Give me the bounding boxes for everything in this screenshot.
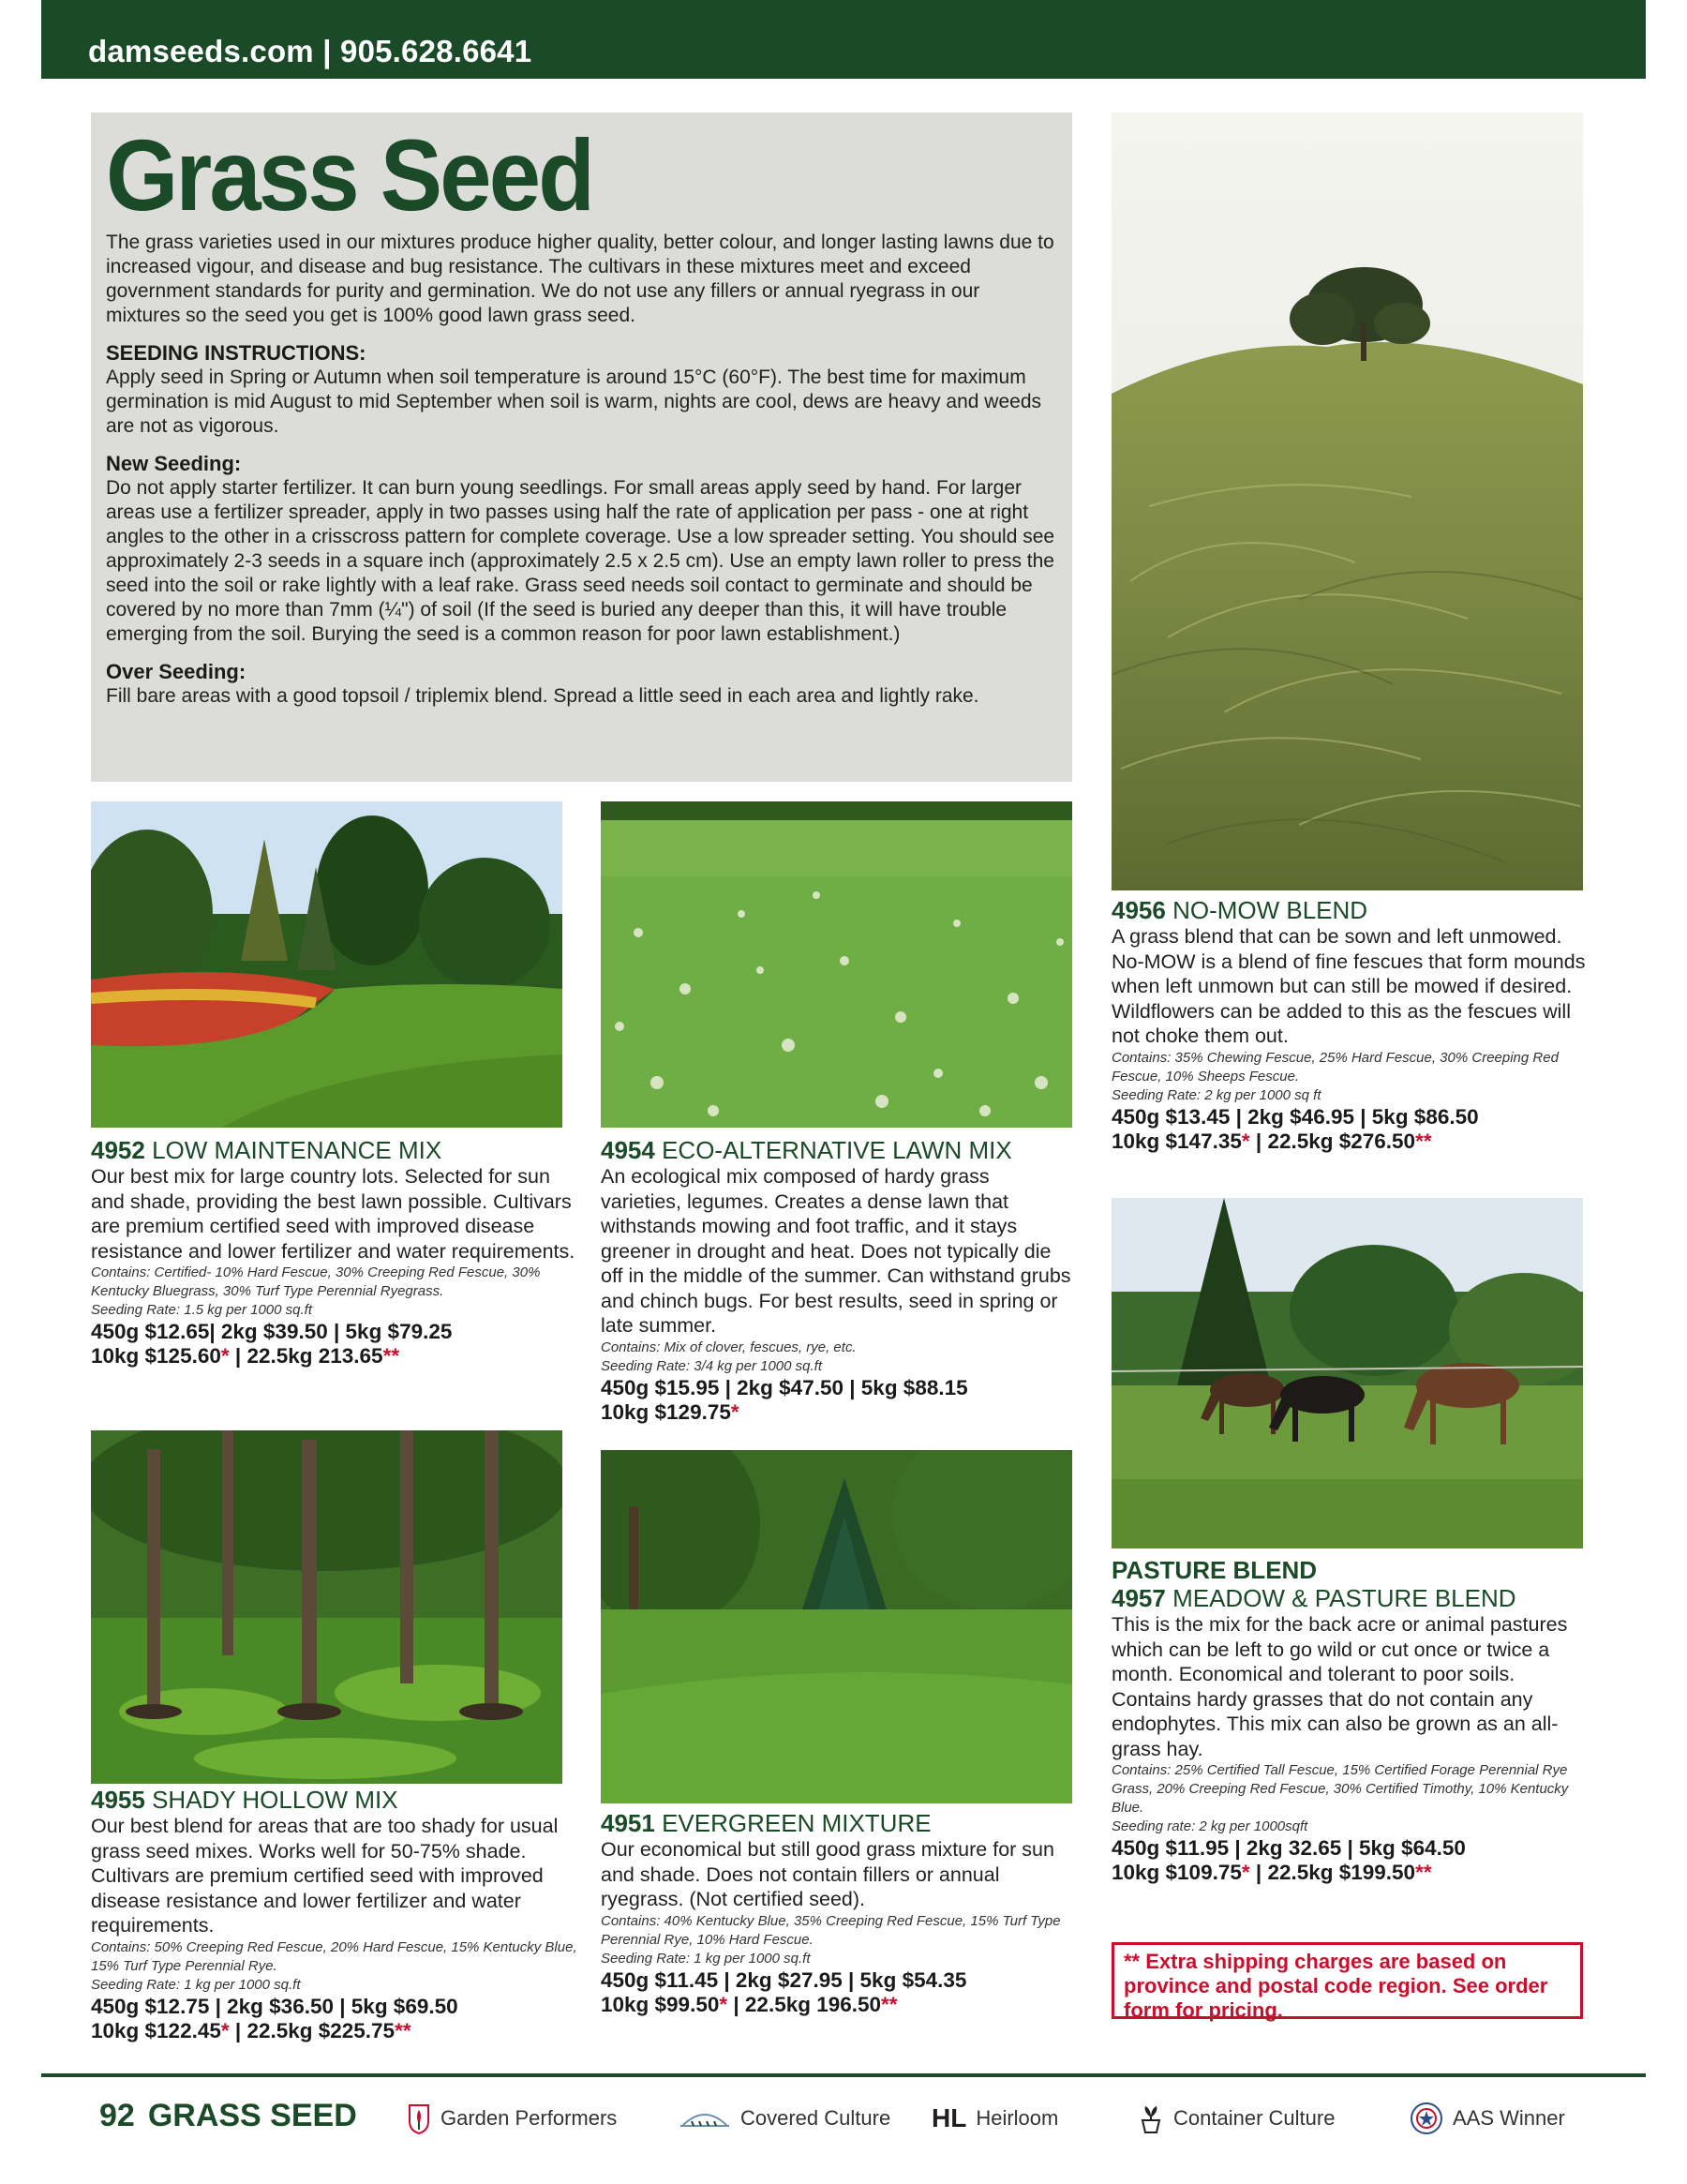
legend-label: Covered Culture — [740, 2106, 891, 2130]
heirloom-icon: HL — [932, 2103, 967, 2132]
product-4957 — [1112, 1556, 1599, 1885]
low-maintenance-photo — [91, 801, 562, 1128]
legend-heirloom — [932, 2102, 1058, 2135]
seeding-rate: Seeding Rate: 3/4 kg per 1000 sq.ft — [601, 1357, 822, 1374]
legend-container-culture — [1138, 2102, 1335, 2135]
legend-label: Container Culture — [1173, 2106, 1336, 2130]
new-seeding-text: Do not apply starter fertilizer. It can burn young seedlings. For small areas apply seed by hand. For larger areas use a fertilizer spreader, apply in two passes using half the rate of application per pass - one at right angles to the other in a crisscross pattern for complete coverage. Use a low spreader setting. You should see approximately 2-3 seeds in a square inch (approximately 2.5 x 2.5 cm). Use an empty lawn roller to press the seed into the soil or rake lightly with a leaf rake. Grass seed needs soil contact to germinate and should be covered by no more than 7mm (¼") of soil (If the seed is buried any deeper than this, it will have trouble emerging from the soil. Burying the seed is a common reason for poor lawn establishment.) — [106, 477, 1055, 645]
seeding-text: Apply seed in Spring or Autumn when soil temperature is around 15°C (60°F). The best time for maximum germination is mid August to mid September when soil is warm, nights are cool, dews are heavy and weeds are not as vigorous. — [106, 366, 1041, 437]
seeding-rate: Seeding Rate: 1.5 kg per 1000 sq.ft — [91, 1302, 312, 1318]
eco-alternative-photo — [601, 801, 1072, 1128]
seeding-rate: Seeding Rate: 1 kg per 1000 sq.ft — [601, 1950, 811, 1967]
seeding-heading: SEEDING INSTRUCTIONS: — [106, 341, 366, 365]
product-title: 4951 EVERGREEN MIXTURE — [601, 1809, 932, 1837]
seeding-rate: Seeding Rate: 2 kg per 1000 sq ft — [1112, 1086, 1321, 1103]
product-contains: Contains: Mix of clover, fescues, rye, etc. — [601, 1339, 857, 1355]
product-4952 — [91, 1136, 578, 1369]
new-seeding-heading: New Seeding: — [106, 452, 242, 475]
footer-divider — [41, 2073, 1646, 2077]
product-4951 — [601, 1809, 1074, 2017]
product-contains: Contains: 35% Chewing Fescue, 25% Hard Fescue, 30% Creeping Red Fescue, 10% Sheeps Fescue. — [1112, 1049, 1559, 1085]
price-line-1: 450g $11.45 | 2kg $27.95 | 5kg $54.35 — [601, 1967, 967, 1992]
price-line-1: 450g $12.75 | 2kg $36.50 | 5kg $69.50 — [91, 1994, 458, 2018]
page-title: Grass Seed — [106, 118, 593, 232]
header-bar — [41, 0, 1646, 79]
legend-label: Heirloom — [976, 2106, 1059, 2130]
no-mow-photo — [1112, 112, 1583, 890]
footer — [41, 2088, 1646, 2145]
legend-garden-performers — [407, 2102, 617, 2135]
category-heading: PASTURE BLEND — [1112, 1556, 1318, 1584]
product-4954 — [601, 1136, 1074, 1425]
product-title: 4957 MEADOW & PASTURE BLEND — [1112, 1584, 1516, 1612]
product-description: Our best blend for areas that are too shady for usual grass seed mixes. Works well for 50-75% shade. Cultivars are premium certified seed with improved disease resistance and lower fertilizer and water requirements. — [91, 1815, 559, 1937]
price-line-2: 10kg $147.35* | 22.5kg $276.50** — [1112, 1129, 1432, 1153]
seeding-rate: Seeding rate: 2 kg per 1000sqft — [1112, 1818, 1308, 1834]
price-line-1: 450g $12.65| 2kg $39.50 | 5kg $79.25 — [91, 1320, 453, 1343]
legend-label: Garden Performers — [440, 2106, 618, 2130]
aas-winner-icon — [1410, 2102, 1443, 2135]
product-description: An ecological mix composed of hardy grass varieties, legumes. Creates a dense lawn that withstands mowing and foot traffic, and it stays greener in drought and heat. Does not typically die off in the middle of the summer. Can withstand grubs and chinch bugs. For best results, seed in spring or late summer. — [601, 1165, 1071, 1337]
legend-label: AAS Winner — [1453, 2106, 1565, 2130]
product-4956 — [1112, 896, 1599, 1154]
product-contains: Contains: 50% Creeping Red Fescue, 20% Hard Fescue, 15% Kentucky Blue, 15% Turf Type Perennial Rye. — [91, 1938, 577, 1974]
price-line-2: 10kg $122.45* | 22.5kg $225.75** — [91, 2018, 411, 2042]
price-line-2: 10kg $125.60* | 22.5kg 213.65** — [91, 1344, 400, 1368]
product-description: A grass blend that can be sown and left unmowed. No-MOW is a blend of fine fescues that form mounds when left unmown but can still be mowed if desired. Wildflowers can be added to this as the fescues will not choke them out. — [1112, 925, 1586, 1047]
evergreen-photo — [601, 1450, 1072, 1803]
product-title: 4954 ECO-ALTERNATIVE LAWN MIX — [601, 1136, 1012, 1164]
covered-culture-icon — [679, 2107, 731, 2130]
section-name: GRASS SEED — [147, 2098, 357, 2133]
product-title: 4956 NO-MOW BLEND — [1112, 896, 1368, 924]
intro-panel — [91, 112, 1072, 782]
contact-info[interactable]: damseeds.com | 905.628.6641 — [88, 34, 532, 68]
garden-performers-icon — [407, 2102, 431, 2134]
shady-hollow-photo — [91, 1430, 562, 1784]
legend-covered-culture — [679, 2102, 890, 2135]
shipping-notice: ** Extra shipping charges are based on province and postal code region. See order form for pricing. — [1112, 1942, 1583, 2019]
price-line-2: 10kg $129.75* — [601, 1399, 739, 1424]
product-contains: Contains: 25% Certified Tall Fescue, 15% Certified Forage Perennial Rye Grass, 20% Creeping Red Fescue, 30% Certified Timothy, 10% Kentucky Blue. — [1112, 1762, 1569, 1816]
product-description: Our economical but still good grass mixture for sun and shade. Does not contain fillers or annual ryegrass. (Not certified seed). — [601, 1838, 1054, 1910]
product-contains: Contains: 40% Kentucky Blue, 35% Creeping Red Fescue, 15% Turf Type Perennial Rye, 10% Hard Fescue. — [601, 1912, 1061, 1948]
product-4955 — [91, 1786, 578, 2043]
intro-paragraph: The grass varieties used in our mixtures produce higher quality, better colour, and longer lasting lawns due to increased vigour, and disease and bug resistance. The cultivars in these mixtures meet and exceed government standards for purity and germination. We do not use any fillers or annual ryegrass in our mixtures so the seed you get is 100% good lawn grass seed. — [106, 232, 1054, 326]
container-culture-icon — [1138, 2102, 1164, 2134]
price-line-2: 10kg $99.50* | 22.5kg 196.50** — [601, 1992, 898, 2016]
product-description: Our best mix for large country lots. Selected for sun and shade, providing the best lawn possible. Cultivars are premium certified seed with improved disease resistance and lower fertilizer and water requirements. — [91, 1165, 575, 1263]
over-seeding-text: Fill bare areas with a good topsoil / triplemix blend. Spread a little seed in each area and lightly rake. — [106, 685, 979, 707]
price-line-1: 450g $13.45 | 2kg $46.95 | 5kg $86.50 — [1112, 1104, 1479, 1129]
price-line-2: 10kg $109.75* | 22.5kg $199.50** — [1112, 1861, 1432, 1884]
product-title: 4952 LOW MAINTENANCE MIX — [91, 1136, 442, 1164]
pasture-photo — [1112, 1198, 1583, 1548]
product-description: This is the mix for the back acre or animal pastures which can be left to go wild or cut once or twice a month. Economical and tolerant to poor soils. Contains hardy grasses that do not contain any endophytes. This mix can also be grown as an all-grass hay. — [1112, 1613, 1568, 1760]
seeding-rate: Seeding Rate: 1 kg per 1000 sq.ft — [91, 1976, 301, 1993]
price-line-1: 450g $11.95 | 2kg 32.65 | 5kg $64.50 — [1112, 1836, 1466, 1860]
product-contains: Contains: Certified- 10% Hard Fescue, 30% Creeping Red Fescue, 30% Kentucky Bluegrass, 30% Turf Type Perennial Ryegrass. — [91, 1264, 541, 1299]
legend-aas-winner — [1410, 2102, 1565, 2135]
page-footer-label — [99, 2098, 357, 2134]
product-title: 4955 SHADY HOLLOW MIX — [91, 1786, 398, 1814]
price-line-1: 450g $15.95 | 2kg $47.50 | 5kg $88.15 — [601, 1375, 968, 1399]
over-seeding-heading: Over Seeding: — [106, 660, 246, 683]
page-number: 92 — [99, 2098, 135, 2133]
